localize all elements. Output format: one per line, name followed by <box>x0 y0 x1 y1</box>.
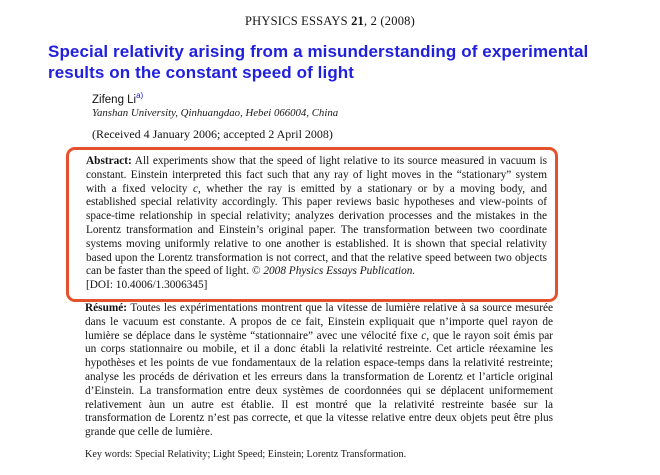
author-affiliation: Yanshan University, Qinhuangdao, Hebei 066004, China <box>92 106 339 119</box>
abstract-text-part1: All experiments show that the speed of light relative to its source measured in vacuum is constant. Einstein interpreted this fact such that any ray of light moves in the “stationary” system with a fixed velocity <box>86 155 547 195</box>
resume-text-part2: , que le rayon soit émis par un corps stationnaire ou mobile, et il a donc établi la relativité restreinte. Cet article réexamine les hypothèses et les points de vue fondamentaux de la relation espace-temps dans la relativité restreinte; analyse les procéds de dérivation et les erreurs dans la transformation de Lorentz et l’article original d’Einstein. La transformation entre deux systèmes de coordonnées qui se déplacent uniformement relativement àun un autre est établie. Il est montré que la relativité restreinte basée sur la transformation de Lorentz n’est pas correcte, et que la vitesse relative entre deux objets peut être plus grande que celle de lumière. <box>85 329 553 439</box>
journal-issue-year: , 2 (2008) <box>364 14 415 28</box>
author-name <box>92 91 338 106</box>
copyright-publisher: 2008 Physics Essays Publication. <box>263 265 416 278</box>
copyright-symbol: © <box>251 265 264 278</box>
paper-title: Special relativity arising from a misunderstanding of experimental results on the constant speed of light <box>48 42 589 82</box>
journal-name: PHYSICS ESSAYS <box>245 14 352 28</box>
resume-label: Résumé: <box>85 302 128 314</box>
keywords-text: Special Relativity; Light Speed; Einstein; Lorentz Transformation. <box>132 449 407 460</box>
received-dates: (Received 4 January 2006; accepted 2 April 2008) <box>92 127 333 141</box>
author-name-text: Zifeng Li <box>92 93 137 106</box>
keywords-line <box>85 449 600 460</box>
keywords-label: Key words: <box>85 449 133 460</box>
author-block <box>92 91 338 119</box>
author-footnote-link[interactable]: a) <box>136 91 144 100</box>
doi: [DOI: 10.4006/1.3006345] <box>86 279 208 292</box>
resume-paragraph <box>85 302 553 440</box>
journal-header <box>0 14 660 29</box>
abstract-text-part2: , whether the ray is emitted by a stationary or by a moving body, and established special relativity accordingly. This paper reviews basic hypotheses and view-points of space-time relationship in special relativity; analyzes derivation processes and the mistakes in the Lorentz transformation and Einstein’s original paper. The transformation between two coordinate systems moving uniformly relative to one another is established. It is shown that special relativity based upon the Lorentz transformation is not correct, and that the relative speed between two objects can be faster than the speed of light. <box>86 182 547 278</box>
resume-block <box>85 302 553 440</box>
abstract-label: Abstract: <box>86 155 132 167</box>
resume-velocity-c-variable: c <box>421 329 427 342</box>
journal-volume: 21 <box>351 14 364 28</box>
abstract-paragraph <box>86 155 547 279</box>
resume-text-part1: Toutes les expérimentations montrent que la vitesse de lumière relative à sa source mesurée dans le vacuum est constante. A propos de ce fait, Einstein expliquait que n’importe quel rayon de lumière se déplace dans le système “stationnaire” avec une vélocité fixe <box>85 302 553 342</box>
velocity-c-variable: c <box>193 182 199 195</box>
abstract-box <box>66 147 558 302</box>
